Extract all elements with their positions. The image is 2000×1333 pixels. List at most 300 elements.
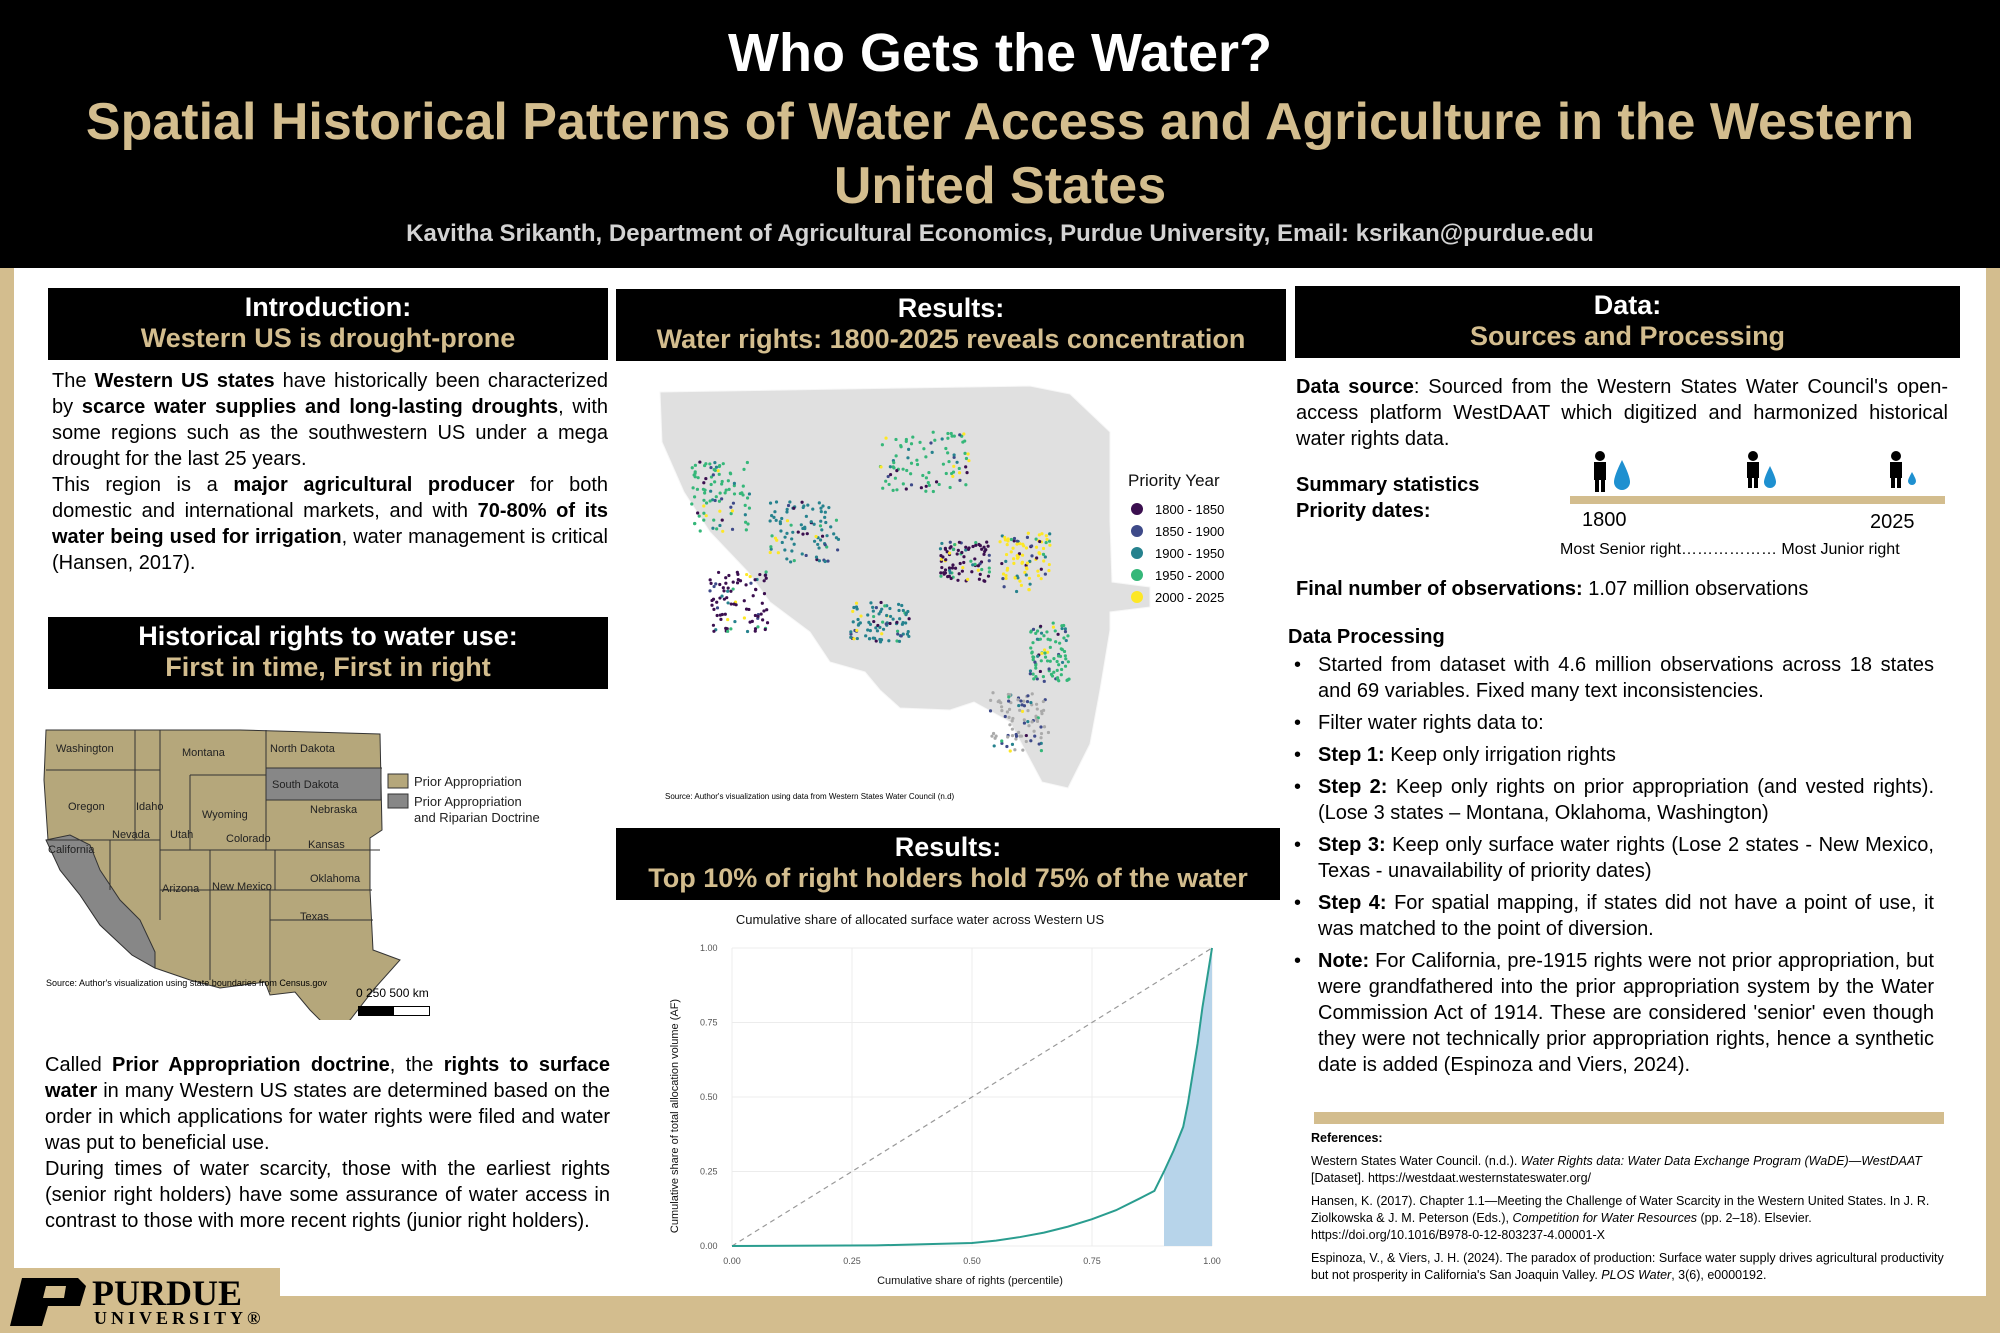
rights-point (1008, 723, 1011, 726)
rights-point (690, 502, 693, 505)
rights-point (703, 464, 706, 467)
rights-point (977, 569, 980, 572)
rights-point (859, 614, 862, 617)
rights-point (724, 576, 727, 579)
text: Keep only surface water rights (Lose 2 states - New Mexico, Texas - unavailability of priority dates) (1318, 834, 1934, 882)
rights-point (884, 437, 887, 440)
rights-point (881, 443, 884, 446)
rights-point (732, 502, 735, 505)
rights-point (817, 546, 820, 549)
rights-point (1042, 559, 1045, 562)
rights-point (1057, 663, 1060, 666)
rights-point (1030, 544, 1033, 547)
state-label: Nevada (112, 829, 150, 841)
rights-point (965, 457, 968, 460)
rights-point (698, 460, 701, 463)
rights-point (1026, 536, 1029, 539)
rights-point (1029, 669, 1032, 672)
rights-point (1014, 576, 1017, 579)
rights-point (1056, 633, 1059, 636)
rights-point (1060, 647, 1063, 650)
rights-point (894, 438, 897, 441)
rights-point (1023, 721, 1026, 724)
rights-point (1065, 679, 1068, 682)
rights-point (770, 514, 773, 517)
rights-point (898, 617, 901, 620)
rights-point (941, 437, 944, 440)
rights-point (921, 474, 924, 477)
state-label: Idaho (136, 801, 164, 813)
rights-point (1051, 674, 1054, 677)
rights-point (791, 531, 794, 534)
rights-point (733, 492, 736, 495)
rights-point (1021, 748, 1024, 751)
rights-point (775, 500, 778, 503)
legend-label: Prior Appropriation (414, 774, 522, 789)
doctrine-map-source: Source: Author's visualization using state boundaries from Census.gov (46, 978, 327, 988)
rights-point (952, 465, 955, 468)
rights-point (871, 606, 874, 609)
rights-point (1003, 585, 1006, 588)
legend-dot (1131, 569, 1143, 581)
rights-map-source: Source: Author's visualization using data from Western States Water Council (n.d) (665, 792, 955, 801)
x-tick-label: 1.00 (1203, 1256, 1221, 1266)
text-bold: scarce water supplies and long-lasting droughts (81, 396, 559, 418)
rights-point (1054, 640, 1057, 643)
rights-point (973, 557, 976, 560)
text: Started from dataset with 4.6 million observations across 18 states and 69 variables. Fixed many text inconsistencies. (1318, 654, 1934, 702)
rights-point (814, 535, 817, 538)
rights-point (719, 618, 722, 621)
state-label: Colorado (226, 833, 271, 845)
rights-point (698, 514, 701, 517)
purdue-p-icon (8, 1276, 86, 1328)
rights-point (1044, 555, 1047, 558)
references (1311, 1130, 1961, 1290)
state-label: South Dakota (272, 779, 339, 791)
rights-point (827, 506, 830, 509)
rights-point (868, 637, 871, 640)
rights-point (958, 479, 961, 482)
rights-point (1023, 704, 1026, 707)
rights-point (1016, 554, 1019, 557)
rights-point (884, 480, 887, 483)
rights-point (826, 559, 829, 562)
text-bold: major agricultural producer (233, 474, 515, 496)
cumulative-share-chart (640, 906, 1260, 1296)
rights-point (760, 612, 763, 615)
rights-point (744, 583, 747, 586)
text: Hansen, K. (2017). Chapter 1.1—Meeting the Challenge of Water Scarcity in the Western United States. In J. R. Ziolkowska & J. M. Peterson (Eds.), (1311, 1194, 1930, 1225)
rights-point (852, 606, 855, 609)
rights-point (964, 546, 967, 549)
rights-point (761, 618, 764, 621)
rights-point (1008, 708, 1011, 711)
scale-bar-label: 0 250 500 km (356, 986, 429, 1000)
rights-point (732, 587, 735, 590)
rights-point (851, 610, 854, 613)
rights-point (1045, 534, 1048, 537)
person-water-icon (1747, 451, 1776, 488)
rights-point (898, 640, 901, 643)
rights-point (775, 539, 778, 542)
rights-point (888, 607, 891, 610)
rights-point (879, 601, 882, 604)
rights-point (1036, 707, 1039, 710)
rights-point (702, 488, 705, 491)
rights-point (1009, 749, 1012, 752)
rights-point (805, 554, 808, 557)
rights-point (1007, 699, 1010, 702)
rights-point (883, 604, 886, 607)
rights-point (928, 484, 931, 487)
rights-point (726, 601, 729, 604)
rights-point (949, 486, 952, 489)
rights-point (716, 614, 719, 617)
rights-point (1060, 673, 1063, 676)
x-tick-label: 0.00 (723, 1256, 741, 1266)
rights-point (825, 534, 828, 537)
rights-point (984, 548, 987, 551)
rights-point (710, 599, 713, 602)
rights-point (1021, 710, 1024, 713)
data-heading: Data: (1593, 290, 1662, 320)
rights-point (958, 467, 961, 470)
rights-point (722, 462, 725, 465)
x-tick-label: 0.25 (843, 1256, 861, 1266)
rights-point (927, 481, 930, 484)
rights-point (1000, 739, 1003, 742)
timeline-bar (1570, 496, 1945, 504)
rights-point (987, 575, 990, 578)
rights-point (712, 608, 715, 611)
rights-point (712, 473, 715, 476)
rights-point (979, 573, 982, 576)
rights-point (869, 629, 872, 632)
rights-point (895, 621, 898, 624)
rights-point (743, 599, 746, 602)
rights-point (1004, 560, 1007, 563)
rights-point (911, 435, 914, 438)
rights-point (709, 578, 712, 581)
rights-point (1022, 700, 1025, 703)
rights-point (715, 495, 718, 498)
text: Keep only irrigation rights (1384, 744, 1616, 766)
state-label: Oregon (68, 801, 105, 813)
rights-point (705, 501, 708, 504)
processing-item (1288, 890, 1934, 942)
rights-point (905, 487, 908, 490)
rights-point (951, 563, 954, 566)
rights-point (961, 570, 964, 573)
rights-point (950, 577, 953, 580)
rights-point (702, 499, 705, 502)
text: : Sourced from the Western States Water Council's open-access platform WestDAAT which digitized and harmonized historical water rights data. (1296, 376, 1948, 450)
rights-point (1031, 720, 1034, 723)
rights-point (977, 564, 980, 567)
rights-point (1000, 705, 1003, 708)
rights-point (902, 482, 905, 485)
rights-point (1018, 709, 1021, 712)
rights-point (944, 447, 947, 450)
text: have historically been characterized by (52, 370, 608, 418)
text: This region is a (52, 474, 234, 496)
rights-point (1027, 724, 1030, 727)
summary-stats-label (1296, 472, 1536, 524)
rights-point (754, 578, 757, 581)
text-bold: Step 4: (1318, 892, 1387, 914)
rights-point (712, 519, 715, 522)
rights-point (971, 545, 974, 548)
rights-point (769, 545, 772, 548)
rights-point (964, 548, 967, 551)
rights-point (888, 483, 891, 486)
rights-point (1058, 642, 1061, 645)
rights-point (1023, 718, 1026, 721)
rights-point (987, 545, 990, 548)
processing-item (1288, 948, 1934, 1078)
legend-swatch-prior (388, 774, 408, 788)
text-bold: Prior Appropriation doctrine (112, 1054, 390, 1076)
rights-point (790, 537, 793, 540)
data-source-paragraph (1296, 374, 1948, 452)
rights-point (702, 519, 705, 522)
rights-point (730, 602, 733, 605)
rights-point (878, 626, 881, 629)
rights-point (710, 604, 713, 607)
rights-point (1059, 655, 1062, 658)
rights-point (950, 435, 953, 438)
rights-point (806, 532, 809, 535)
rights-point (819, 520, 822, 523)
rights-point (954, 567, 957, 570)
rights-point (952, 548, 955, 551)
rights-point (718, 524, 721, 527)
rights-point (1056, 669, 1059, 672)
rights-point (880, 608, 883, 611)
rights-point (703, 491, 706, 494)
rights-point (824, 511, 827, 514)
rights-point (1067, 660, 1070, 663)
rights-point (896, 632, 899, 635)
rights-point (733, 482, 736, 485)
processing-item (1288, 710, 1934, 736)
legend-dot (1131, 503, 1143, 515)
rights-point (1035, 546, 1038, 549)
person-water-icon (1594, 451, 1630, 492)
rights-point (1047, 731, 1050, 734)
rights-point (1003, 536, 1006, 539)
rights-point (785, 532, 788, 535)
rights-point (945, 472, 948, 475)
rights-point (1064, 654, 1067, 657)
results1-heading-box (616, 289, 1286, 361)
rights-point (902, 468, 905, 471)
rights-point (910, 462, 913, 465)
rights-point (743, 616, 746, 619)
rights-point (824, 521, 827, 524)
rights-point (916, 463, 919, 466)
state-label: Texas (300, 911, 329, 923)
rights-point (856, 618, 859, 621)
rights-point (965, 471, 968, 474)
rights-point (1013, 748, 1016, 751)
rights-point (1014, 737, 1017, 740)
rights-point (872, 636, 875, 639)
rights-point (711, 527, 714, 530)
rights-point (810, 520, 813, 523)
rights-point (993, 737, 996, 740)
y-tick-label: 0.25 (700, 1166, 718, 1177)
rights-point (1000, 709, 1003, 712)
rights-point (1040, 659, 1043, 662)
rights-point (866, 613, 869, 616)
rights-point (866, 628, 869, 631)
rights-point (797, 530, 800, 533)
rights-point (789, 560, 792, 563)
rights-point (957, 549, 960, 552)
rights-point (709, 582, 712, 585)
rights-point (736, 571, 739, 574)
rights-point (1042, 553, 1045, 556)
rights-point (1035, 538, 1038, 541)
rights-point (885, 614, 888, 617)
rights-point (1040, 652, 1043, 655)
rights-point (962, 555, 965, 558)
rights-point (1043, 652, 1046, 655)
rights-point (876, 629, 879, 632)
rights-point (991, 691, 994, 694)
rights-point (763, 579, 766, 582)
rights-point (721, 480, 724, 483)
rights-point (704, 477, 707, 480)
historical-heading: Historical rights to water use: (138, 621, 518, 651)
rights-point (1005, 745, 1008, 748)
rights-point (708, 589, 711, 592)
rights-point (1011, 734, 1014, 737)
rights-point (805, 515, 808, 518)
rights-point (897, 609, 900, 612)
rights-point (1056, 660, 1059, 663)
rights-point (1037, 574, 1040, 577)
rights-point (1027, 532, 1030, 535)
data-subheading: Sources and Processing (1469, 321, 1786, 351)
x-tick-label: 0.75 (1083, 1256, 1101, 1266)
processing-list (1288, 652, 1934, 1084)
rights-point (829, 525, 832, 528)
rights-point (1026, 720, 1029, 723)
chart-title: Cumulative share of allocated surface water across Western US (735, 912, 1105, 927)
rights-point (837, 538, 840, 541)
rights-point (880, 632, 883, 635)
rights-point (939, 571, 942, 574)
logo-word-bottom: UNIVERSITY® (94, 1308, 265, 1328)
rights-point (1028, 577, 1031, 580)
rights-point (725, 596, 728, 599)
rights-point (1038, 540, 1041, 543)
rights-point (974, 544, 977, 547)
water-rights-map (650, 372, 1250, 812)
rights-point (722, 586, 725, 589)
text: For spatial mapping, if states did not have a point of use, it was matched to the point of diversion. (1318, 892, 1934, 940)
rights-point (944, 548, 947, 551)
rights-point (724, 582, 727, 585)
rights-point (852, 637, 855, 640)
rights-point (1006, 569, 1009, 572)
rights-point (835, 519, 838, 522)
rights-point (889, 465, 892, 468)
rights-point (939, 575, 942, 578)
rights-point (726, 590, 729, 593)
rights-point (736, 581, 739, 584)
rights-point (1039, 638, 1042, 641)
rights-point (824, 560, 827, 563)
rights-point (801, 527, 804, 530)
rights-point (732, 581, 735, 584)
priority-timeline (1560, 448, 1960, 558)
rights-point (1040, 532, 1043, 535)
historical-heading-box (48, 617, 608, 689)
rights-point (904, 621, 907, 624)
rights-point (787, 504, 790, 507)
rights-point (992, 732, 995, 735)
rights-point (962, 561, 965, 564)
legend-label: 1850 - 1900 (1155, 524, 1225, 539)
rights-point (745, 528, 748, 531)
rights-point (702, 504, 705, 507)
rights-point (882, 628, 885, 631)
rights-point (800, 501, 803, 504)
rights-point (765, 608, 768, 611)
rights-point (766, 621, 769, 624)
rights-point (714, 469, 717, 472)
rights-point (1037, 551, 1040, 554)
rights-point (988, 566, 991, 569)
rights-point (856, 607, 859, 610)
rights-point (1045, 538, 1048, 541)
legend-swatch-riparian (388, 794, 408, 808)
rights-point (1043, 680, 1046, 683)
rights-point (1017, 731, 1020, 734)
rights-point (1017, 704, 1020, 707)
legend-dot (1131, 525, 1143, 537)
rights-point (1004, 574, 1007, 577)
rights-point (947, 460, 950, 463)
rights-point (907, 630, 910, 633)
rights-point (1018, 735, 1021, 738)
rights-point (857, 624, 860, 627)
rights-point (953, 543, 956, 546)
rights-point (813, 523, 816, 526)
rights-point (761, 602, 764, 605)
rights-point (715, 601, 718, 604)
rights-point (956, 579, 959, 582)
rights-point (1036, 638, 1039, 641)
rights-point (872, 620, 875, 623)
rights-point (1026, 700, 1029, 703)
rights-point (742, 468, 745, 471)
rights-point (932, 490, 935, 493)
rights-point (941, 555, 944, 558)
state-label: California (48, 844, 95, 856)
rights-point (800, 523, 803, 526)
rights-point (720, 594, 723, 597)
rights-point (801, 552, 804, 555)
rights-point (1047, 569, 1050, 572)
rights-point (1060, 627, 1063, 630)
rights-point (745, 608, 748, 611)
rights-point (944, 568, 947, 571)
